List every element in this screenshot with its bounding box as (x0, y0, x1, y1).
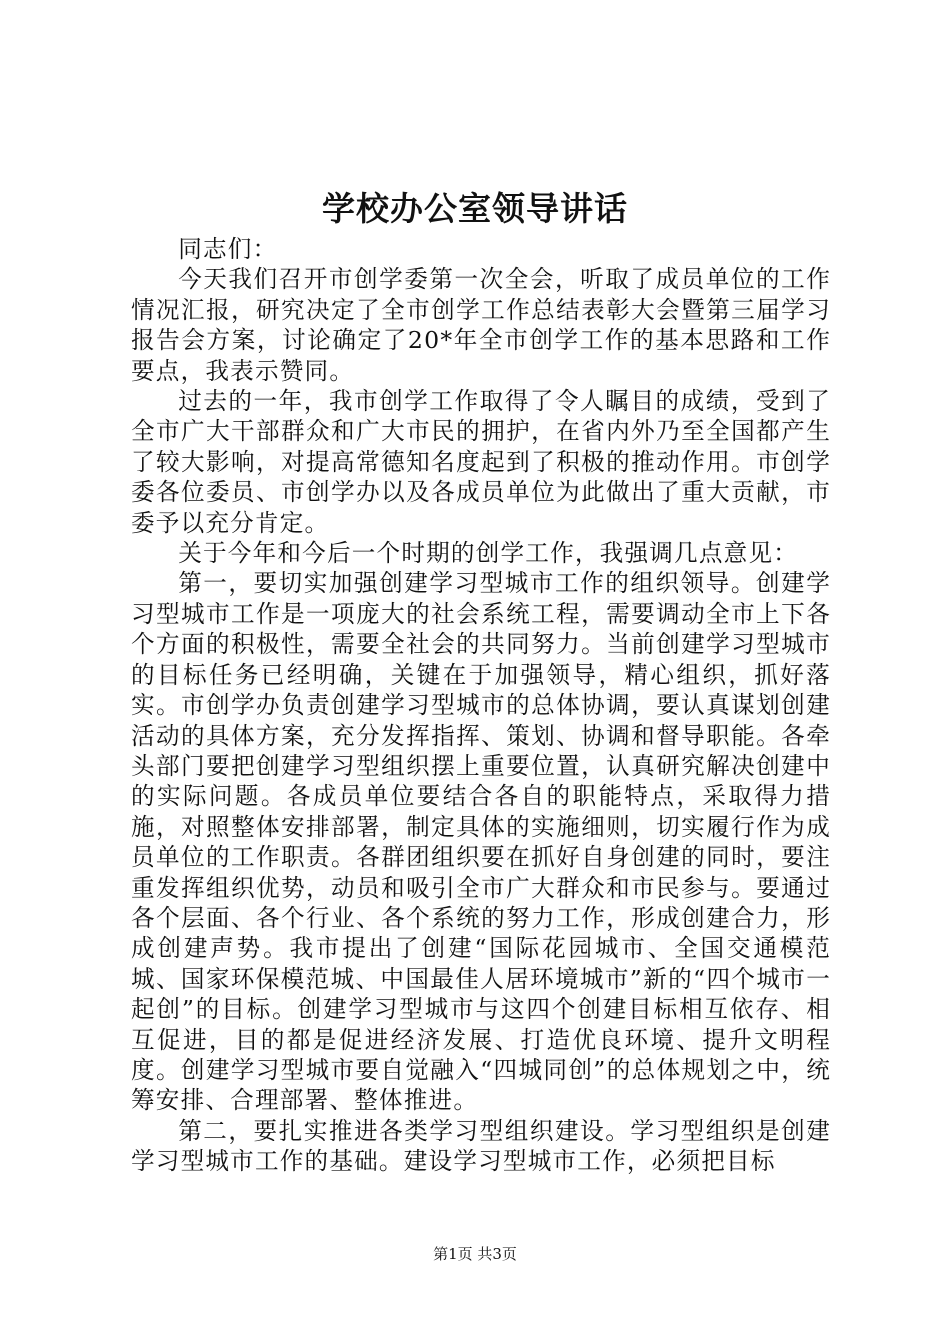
paragraph: 第二，要扎实推进各类学习型组织建设。学习型组织是创建学习型城市工作的基础。建设学习型城市工作，必须把目标 (131, 1116, 831, 1176)
document-title: 学校办公室领导讲话 (322, 189, 628, 228)
paragraph: 今天我们召开市创学委第一次全会，听取了成员单位的工作情况汇报，研究决定了全市创学工作总结表彰大会暨第三届学习报告会方案，讨论确定了20*年全市创学工作的基本思路和工作要点，我表示赞同。 (131, 265, 831, 385)
paragraph-salutation: 同志们： (178, 235, 278, 263)
paragraph: 关于今年和今后一个时期的创学工作，我强调几点意见： (178, 539, 799, 568)
document-body (131, 234, 831, 1177)
page-footer: 第1页 共3页 (433, 1245, 517, 1263)
paragraph: 过去的一年，我市创学工作取得了令人瞩目的成绩，受到了全市广大干部群众和广大市民的拥护，在省内外乃至全国都产生了较大影响，对提高常德知名度起到了积极的推动作用。市创学委各位委员、市创学办以及各成员单位为此做出了重大贡献，市委予以充分肯定。 (131, 387, 831, 537)
paragraph: 第一，要切实加强创建学习型城市工作的组织领导。创建学习型城市工作是一项庞大的社会系统工程，需要调动全市上下各个方面的积极性，需要全社会的共同努力。当前创建学习型城市的目标任务已经明确，关键在于加强领导，精心组织，抓好落实。市创学办负责创建学习型城市的总体协调，要认真谋划创建活动的具体方案，充分发挥指挥、策划、协调和督导职能。各牵头部门要把创建学习型组织摆上重要位置，认真研究解决创建中的实际问题。各成员单位要结合各自的职能特点，采取得力措施，对照整体安排部署，制定具体的实施细则，切实履行作为成员单位的工作职责。各群团组织要在抓好自身创建的同时，要注重发挥组织优势，动员和吸引全市广大群众和市民参与。要通过各个层面、各个行业、各个系统的努力工作，形成创建合力，形成创建声势。我市提出了创建“国际花园城市、全国交通模范城、国家环保模范城、中国最佳人居环境城市”新的“四个城市一起创”的目标。创建学习型城市与这四个创建目标相互依存、相互促进，目的都是促进经济发展、打造优良环境、提升文明程度。创建学习型城市要自觉融入“四城同创”的总体规划之中，统筹安排、合理部署、整体推进。 (131, 569, 831, 1115)
